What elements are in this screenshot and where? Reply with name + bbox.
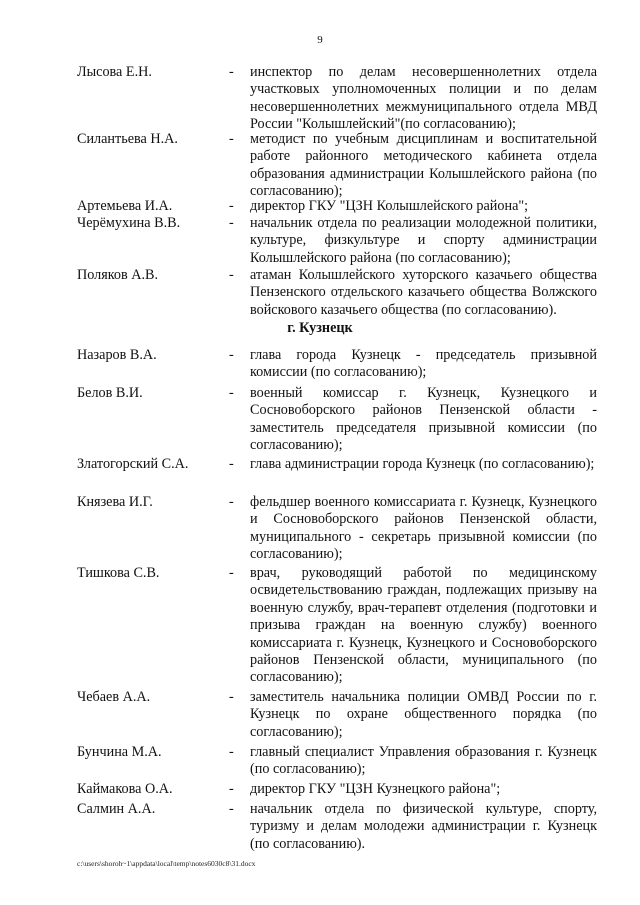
member-name: Тишкова С.В. (77, 565, 160, 581)
member-dash: - (229, 781, 234, 797)
member-role: военный комиссар г. Кузнецк, Кузнецкого и Сосновоборского районов Пензенской области - заместитель председателя призывной комиссии (по согласованию); (250, 385, 597, 454)
member-dash: - (229, 494, 234, 510)
member-name: Силантьева Н.А. (77, 131, 178, 147)
member-entry (0, 385, 640, 456)
member-name: Назаров В.А. (77, 347, 157, 363)
member-dash: - (229, 215, 234, 231)
section-title: г. Кузнецк (287, 320, 353, 336)
member-entry (0, 801, 640, 853)
member-dash: - (229, 385, 234, 401)
member-name: Поляков А.В. (77, 267, 159, 283)
member-entry (0, 131, 640, 198)
member-name: Чебаев А.А. (77, 689, 151, 705)
member-entry (0, 64, 640, 131)
member-name: Князева И.Г. (77, 494, 153, 510)
member-role: директор ГКУ "ЦЗН Колышлейского района"; (250, 198, 529, 214)
member-dash: - (229, 267, 234, 283)
member-dash: - (229, 198, 234, 214)
page-number: 9 (317, 34, 323, 46)
member-dash: - (229, 64, 234, 80)
member-entry (0, 347, 640, 385)
member-dash: - (229, 347, 234, 363)
member-role: начальник отдела по физической культуре, спорту, туризму и делам молодежи администрации г. Кузнецк (по согласованию). (250, 801, 597, 852)
member-entry (0, 781, 640, 801)
member-dash: - (229, 801, 234, 817)
member-name: Лысова Е.Н. (77, 64, 152, 80)
member-role: глава администрации города Кузнецк (по согласованию); (250, 456, 595, 472)
member-role: методист по учебным дисциплинам и воспитательной работе районного методического кабинета отдела образования администрации Колышлейского района (по согласованию); (250, 131, 597, 200)
section-title-row (0, 319, 640, 347)
member-role: директор ГКУ "ЦЗН Кузнецкого района"; (250, 781, 501, 797)
member-dash: - (229, 744, 234, 760)
member-entry (0, 215, 640, 267)
member-entry (0, 456, 640, 494)
member-entry (0, 267, 640, 319)
member-role: инспектор по делам несовершеннолетних отдела участковых уполномоченных полиции и по делам несовершеннолетних межмуниципального отдела МВД России "Колышлейский"(по согласованию); (250, 64, 597, 133)
member-role: начальник отдела по реализации молодежной политики, культуре, физкультуре и спорту администрации Колышлейского района (по согласованию); (250, 215, 597, 266)
member-role: фельдшер военного комиссариата г. Кузнецк, Кузнецкого и Сосновоборского районов Пензенской области, муниципального - секретарь призывной комиссии (по согласованию); (250, 494, 597, 563)
member-name: Салмин А.А. (77, 801, 156, 817)
member-name: Белов В.И. (77, 385, 143, 401)
member-role: глава города Кузнецк - председатель призывной комиссии (по согласованию); (250, 347, 597, 381)
member-dash: - (229, 456, 234, 472)
member-entry (0, 744, 640, 781)
member-name: Каймакова О.А. (77, 781, 173, 797)
member-name: Артемьева И.А. (77, 198, 173, 214)
member-name: Черёмухина В.В. (77, 215, 181, 231)
member-name: Златогорский С.А. (77, 456, 189, 472)
member-dash: - (229, 689, 234, 705)
commission-members-list (0, 64, 640, 853)
member-entry (0, 689, 640, 744)
member-role: атаман Колышлейского хуторского казачьего общества Пензенского отдельского казачьего общества Волжского войскового казачьего общества (по согласованию). (250, 267, 597, 318)
member-role: главный специалист Управления образования г. Кузнецк (по согласованию); (250, 744, 597, 778)
member-dash: - (229, 565, 234, 581)
member-name: Бунчина М.А. (77, 744, 162, 760)
member-dash: - (229, 131, 234, 147)
member-entry (0, 565, 640, 689)
member-entry (0, 494, 640, 565)
member-role: заместитель начальника полиции ОМВД России по г. Кузнецк по охране общественного порядка (по согласованию); (250, 689, 597, 740)
member-role: врач, руководящий работой по медицинскому освидетельствованию граждан, подлежащих призыву на военную службу, врач-терапевт отделения (подготовки и призыва граждан на военную службу) военного комиссариата г. Кузнецк, Кузнецкого и Сосновоборского районов Пензенской области, муниципального (по согласованию); (250, 565, 597, 686)
file-path-footer: c:\users\shoroh~1\appdata\local\temp\notes6030c8\31.docx (77, 859, 256, 868)
member-entry (0, 198, 640, 215)
